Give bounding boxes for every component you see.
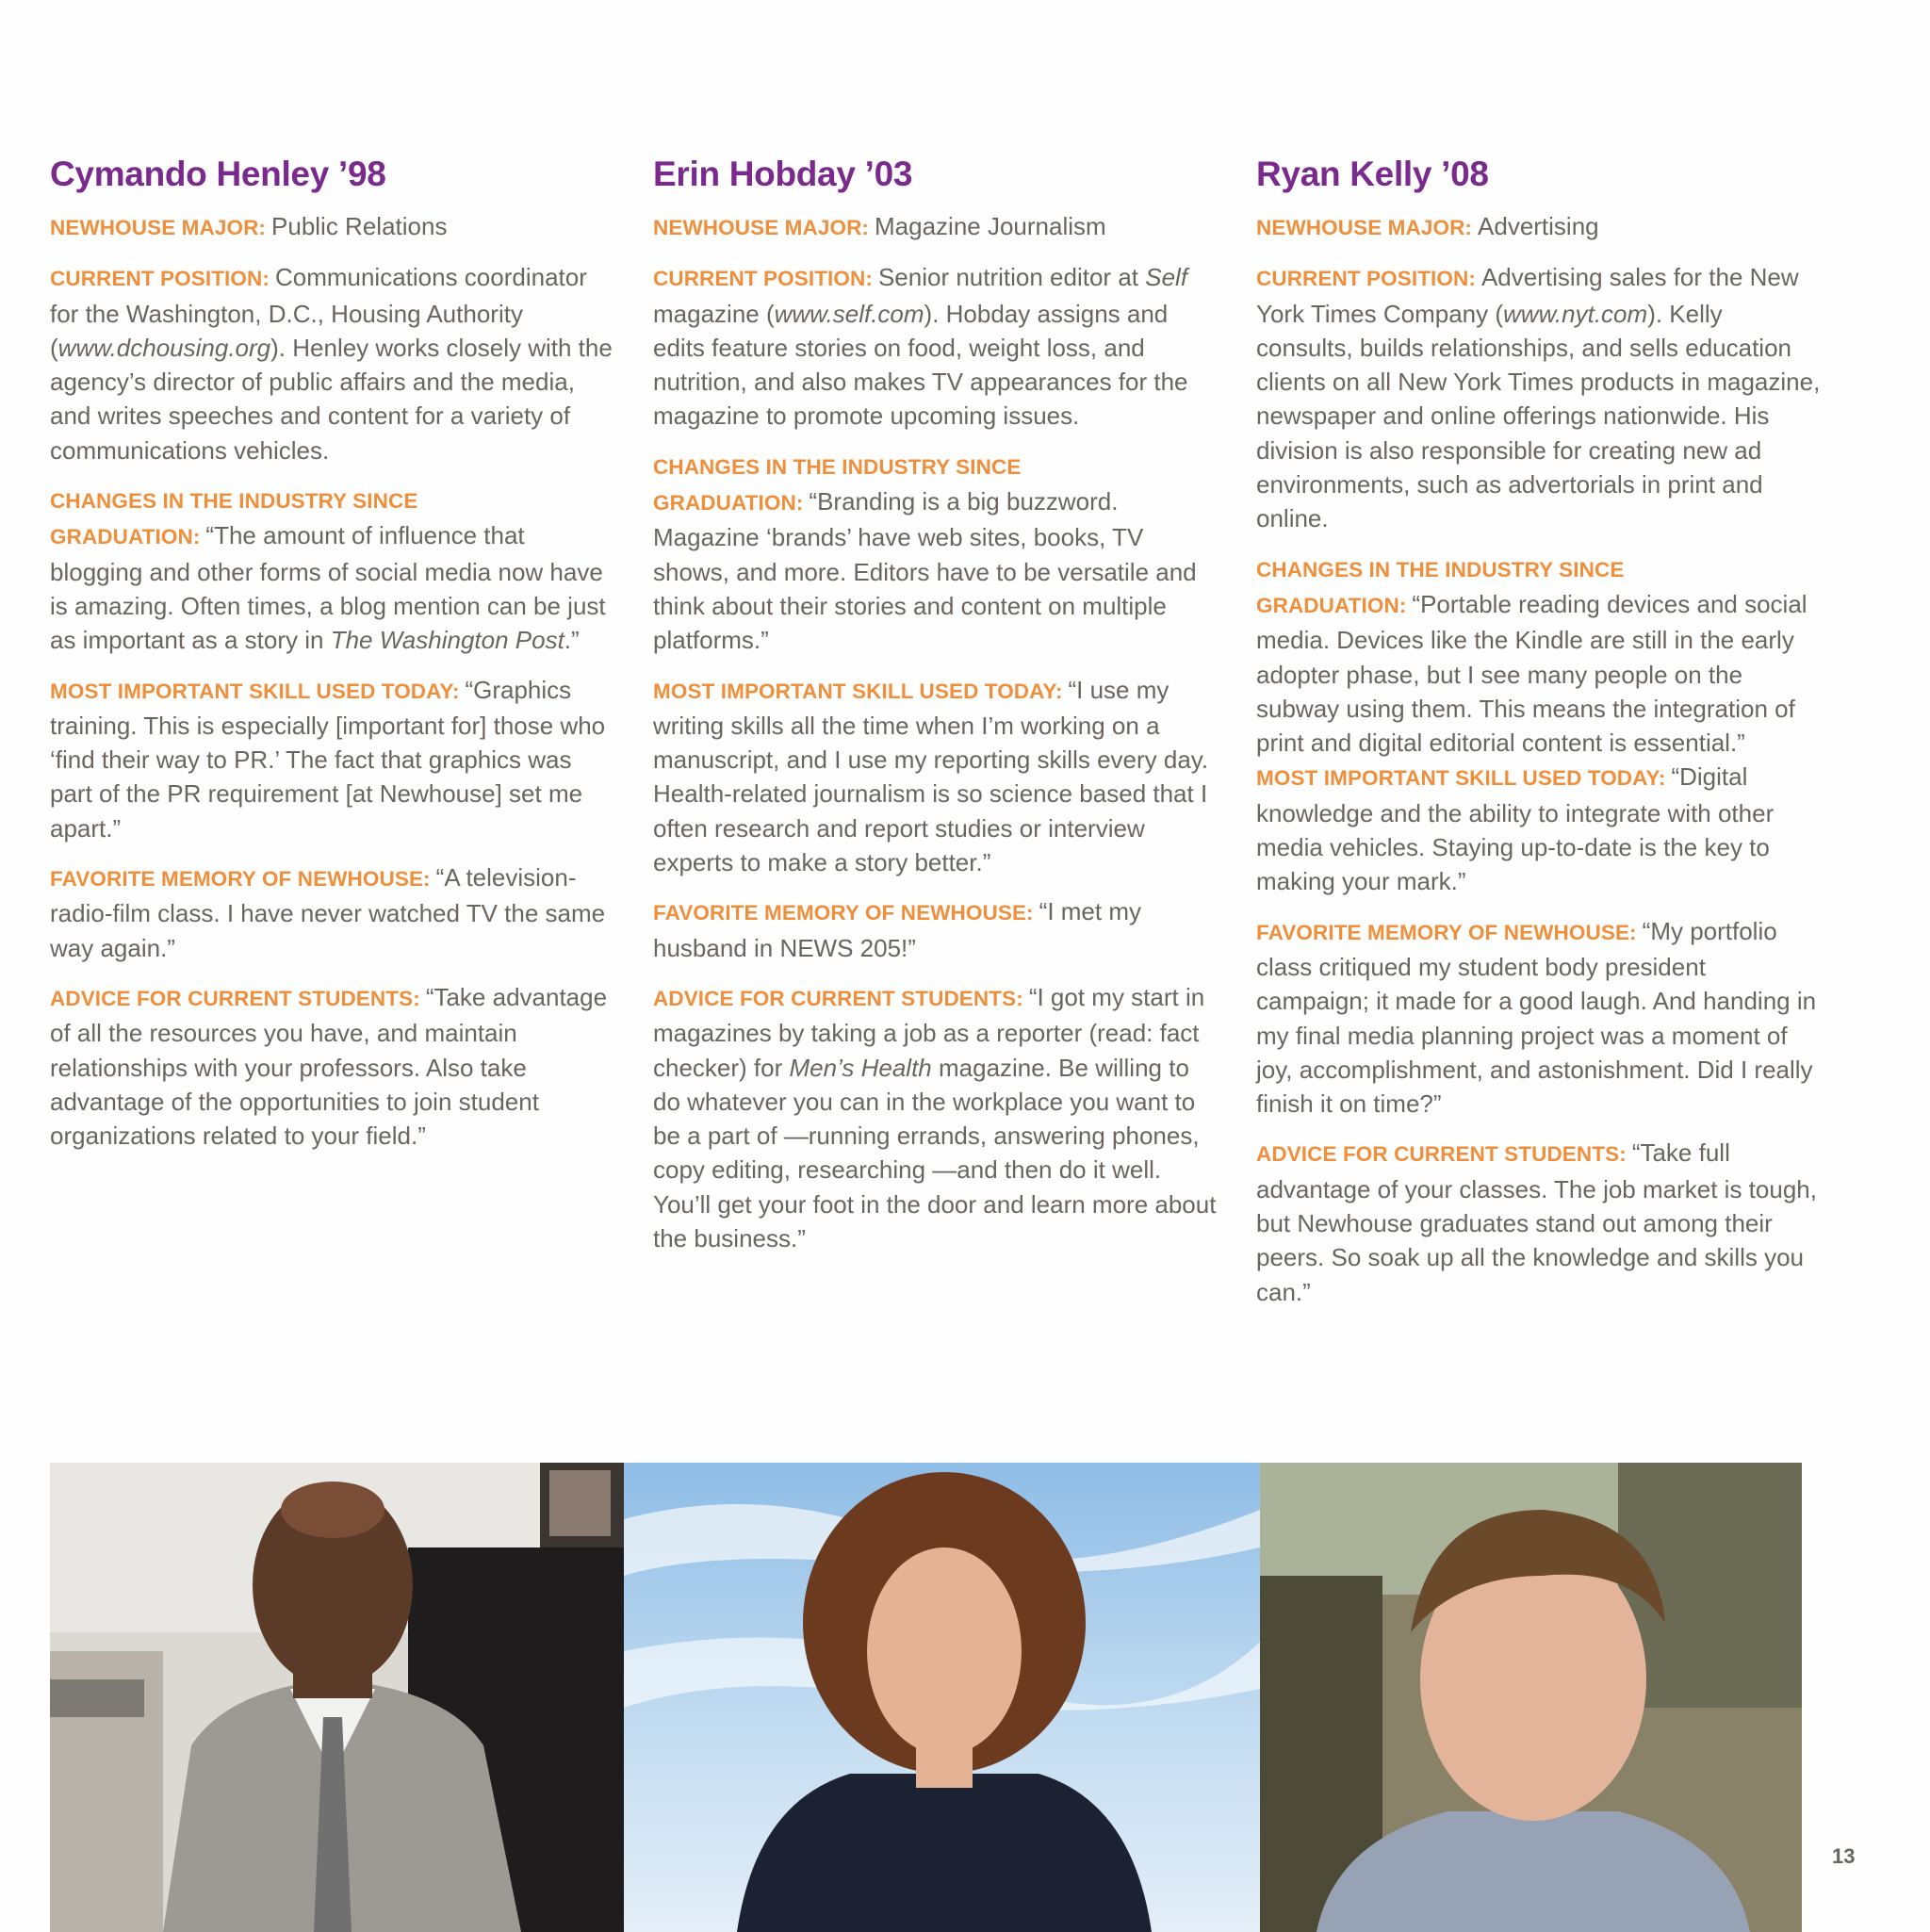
position-text-end: ). Hobday assigns and edits feature stories on food, weight loss, and nutrition, and also makes TV appearances for the magazine to promote upcoming issues. [653,299,1188,431]
changes-label: CHANGES IN THE INDUSTRY SINCE GRADUATION: [653,454,1022,516]
position-text: Advertising sales for the New York Times Company ( [1256,263,1799,328]
memory-label: FAVORITE MEMORY OF NEWHOUSE: [1256,920,1637,944]
advice-paragraph [653,980,1219,1255]
position-paragraph [1256,260,1822,535]
memory-paragraph [653,894,1219,965]
website-link: www.self.com [774,299,924,328]
memory-label: FAVORITE MEMORY OF NEWHOUSE: [50,867,431,892]
skill-label: MOST IMPORTANT SKILL USED TODAY: [653,679,1063,703]
skill-text: “Digital knowledge and the ability to integrate with other media vehicles. Staying up-to-date is the key to making your mark.” [1256,762,1775,896]
major-label: NEWHOUSE MAJOR: [50,216,267,239]
memory-text: “I met my husband in NEWS 205!” [653,897,1141,962]
major-paragraph [50,209,615,245]
portrait-cymando-henley [50,1463,624,1932]
position-label: CURRENT POSITION: [1256,267,1476,291]
advice-text: “Take full advantage of your classes. The job market is tough, but Newhouse graduates stand out among their peers. So soak up all the knowledge and skills you can.” [1256,1138,1817,1306]
changes-paragraph [1256,551,1822,761]
advice-text: “Take advantage of all the resources you have, and maintain relationships with your professors. Also take advantage of the opportunities to join student organizations related to your field.” [50,982,608,1151]
changes-text: “Portable reading devices and social media. Devices like the Kindle are still in the early adopter phase, but I see many people on the subway using them. This means the integration of print and digital editorial content is essential.” [1256,589,1807,758]
profile-name: Ryan Kelly ’08 [1256,155,1489,193]
changes-text: “Branding is a big buzzword. Magazine ‘brands’ have web sites, books, TV shows, and more. Editors have to be versatile and think about their stories and content on multiple platforms.” [653,487,1197,655]
position-text: Senior nutrition editor at [877,263,1146,292]
major-value: Advertising [1478,212,1599,240]
major-value: Magazine Journalism [875,212,1106,240]
major-label: NEWHOUSE MAJOR: [1256,216,1473,239]
profile-erin-hobday [653,153,1219,1270]
changes-label: CHANGES IN THE INDUSTRY SINCE GRADUATION: [50,489,418,549]
profile-name: Erin Hobday ’03 [653,155,913,193]
profile-name: Cymando Henley ’98 [50,155,386,193]
portrait-ryan-kelly [1260,1463,1802,1932]
position-paragraph [653,260,1219,433]
changes-paragraph [50,483,615,657]
skill-label: MOST IMPORTANT SKILL USED TODAY: [1256,766,1666,791]
position-text: Communications coordinator for the Washington, D.C., Housing Authority ( [50,263,587,362]
skill-paragraph [653,673,1219,880]
memory-label: FAVORITE MEMORY OF NEWHOUSE: [653,901,1034,925]
changes-paragraph [653,449,1219,658]
major-value: Public Relations [271,212,448,240]
major-paragraph [653,209,1219,245]
profile-cymando-henley [50,153,615,1168]
skill-text: “Graphics training. This is especially [important for] those who ‘find their way to PR.’ The fact that graphics was part of the PR requirement [at Newhouse] set me apart.” [50,675,606,843]
memory-text: “My portfolio class critiqued my student body president campaign; it made for a good laugh. And handing in my final media planning project was a moment of joy, accomplishment, and astonishment. Did I really finish it on time?” [1256,916,1817,1119]
website-link: www.nyt.com [1503,299,1648,328]
magazine-title: Men’s Health [789,1053,932,1082]
portrait-erin-hobday [624,1463,1260,1932]
changes-label: CHANGES IN THE INDUSTRY SINCE GRADUATION: [1256,557,1625,617]
memory-paragraph [1256,914,1822,1122]
position-label: CURRENT POSITION: [50,267,270,291]
advice-paragraph [1256,1136,1822,1308]
advice-label: ADVICE FOR CURRENT STUDENTS: [50,986,420,1010]
advice-label: ADVICE FOR CURRENT STUDENTS: [653,986,1023,1010]
page-number: 13 [1832,1844,1856,1868]
advice-paragraph [50,980,615,1153]
website-link: www.dchousing.org [57,333,271,362]
advice-text-end: magazine. Be willing to do whatever you can in the workplace you want to be a part of —running errands, answering phones, copy editing, researching —and then do it well. You’ll get your foot in the door and learn more about the business.” [653,1053,1217,1253]
position-text-end: ). Kelly consults, builds relationships, and sells education clients on all New York Times products in magazine, newspaper and online offerings nationwide. His division is also responsible for creating new ad environments, such as advertorials in print and online. [1256,299,1821,533]
major-label: NEWHOUSE MAJOR: [653,216,870,239]
skill-paragraph [1256,760,1822,898]
advice-text: “I got my start in magazines by taking a job as a reporter (read: fact checker) for [653,982,1205,1082]
position-text-cont: magazine ( [653,299,775,328]
advice-label: ADVICE FOR CURRENT STUDENTS: [1256,1142,1627,1167]
magazine-title: Self [1145,263,1188,292]
position-paragraph [50,260,615,467]
major-paragraph [1256,209,1822,245]
publication-title: The Washington Post [330,626,564,655]
skill-text: “I use my writing skills all the time when I’m working on a manuscript, and I use my reporting skills every day. Health-related journalism is so science based that I often research and report studies or interview experts to make a story better.” [653,675,1209,877]
memory-paragraph [50,860,615,965]
position-label: CURRENT POSITION: [653,267,873,291]
skill-paragraph [50,673,615,845]
skill-label: MOST IMPORTANT SKILL USED TODAY: [50,679,460,703]
changes-text: “The amount of influence that blogging and other forms of social media now have is amazing. Often times, a blog mention can be just as important as a story in [50,521,606,655]
position-text-cont: ). Henley works closely with the agency’s director of public affairs and the media, and writes speeches and content for a variety of communications vehicles. [50,333,613,465]
changes-text-end: .” [564,626,580,655]
profile-ryan-kelly [1256,153,1822,1324]
memory-text: “A television-radio-film class. I have never watched TV the same way again.” [50,863,606,962]
